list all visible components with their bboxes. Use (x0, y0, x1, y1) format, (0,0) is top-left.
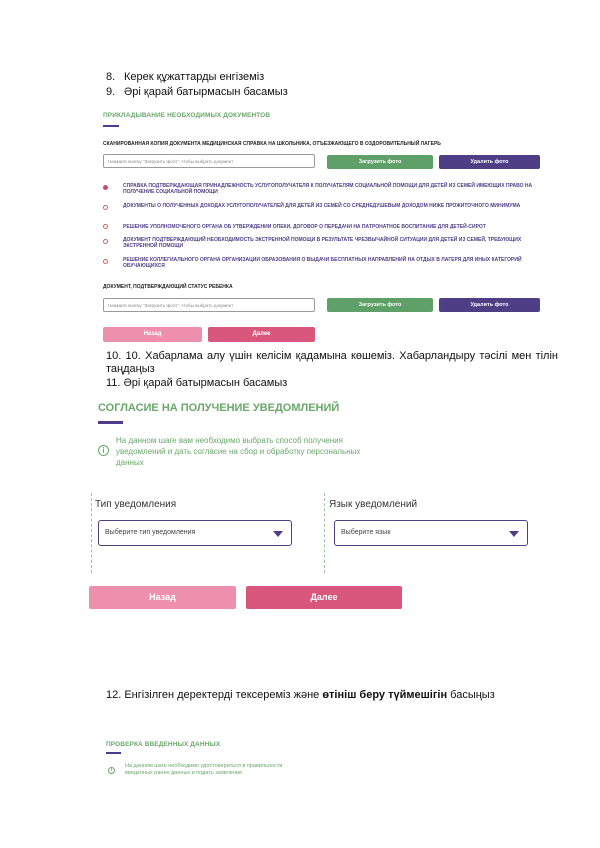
notification-type-label: Тип уведомления (95, 499, 177, 510)
notification-type-select[interactable] (98, 520, 292, 546)
step-9-number: 9. (106, 86, 116, 98)
next-button[interactable]: Далее (208, 327, 315, 342)
status-label: ДОКУМЕНТ, ПОДТВЕРЖДАЮЩИЙ СТАТУС РЕБЕНКА (103, 284, 233, 290)
check-info-line: введенных ранее данных и подать заявление. (125, 770, 244, 776)
radio-icon[interactable] (103, 239, 108, 244)
consent-info (116, 435, 360, 468)
option-social-help[interactable]: СПРАВКА ПОДТВЕРЖДАЮЩАЯ ПРИНАДЛЕЖНОСТЬ УСЛУГОПОЛУЧАТЕЛЯ К ПОЛУЧАТЕЛЯМ СОЦИАЛЬНОЙ ПОМОЩИ ДЛЯ ДЕТЕЙ ИЗ СЕМЕЙ ИМЕЮЩИХ ПРАВО НА ПОЛУЧЕНИЕ СОЦИАЛЬНОЙ ПОМОЩИ (123, 183, 533, 195)
step-8-text: Керек құжаттарды енгіземіз (124, 71, 265, 83)
radio-icon[interactable] (103, 224, 108, 229)
consent-info-line: уведомлений и дать согласие на сбор и обработку персональных (116, 447, 361, 456)
upload-photo-button[interactable]: Загрузить фото (327, 155, 433, 169)
info-icon: i (98, 445, 109, 456)
upload-photo-button[interactable]: Загрузить фото (327, 298, 433, 312)
consent-info-line: данных (116, 458, 144, 467)
radio-icon[interactable] (103, 259, 108, 264)
delete-photo-button[interactable]: Удалить фото (439, 155, 540, 169)
back-button[interactable]: Назад (89, 586, 236, 609)
delete-photo-button[interactable]: Удалить фото (439, 298, 540, 312)
step-11-text: 11. Әрі қарай батырмасын басамыз (106, 377, 288, 389)
chevron-down-icon (273, 531, 283, 537)
step-8-number: 8. (106, 71, 116, 83)
divider (91, 493, 92, 573)
notification-language-placeholder: Выберите язык (341, 529, 391, 536)
file-input-status[interactable]: Нажмите кнопку "Загрузить фото", чтобы выбрать документ (103, 298, 315, 312)
check-info-line: На данном шаге необходимо удостовериться в правильности (125, 763, 283, 769)
documents-title: ПРИКЛАДЫВАНИЕ НЕОБХОДИМЫХ ДОКУМЕНТОВ (103, 112, 271, 119)
radio-icon[interactable] (103, 205, 108, 210)
option-collegial[interactable]: РЕШЕНИЕ КОЛЛЕГИАЛЬНОГО ОРГАНА ОРГАНИЗАЦИИ ОБРАЗОВАНИЯ О ВЫДАЧИ БЕСПЛАТНЫХ НАПРАВЛЕНИЙ НА ОТДЫХ В ЛАГЕРЯ ДЛЯ ИНЫХ КАТЕГОРИЙ ОБУЧАЮЩИХСЯ (123, 257, 522, 269)
next-button[interactable]: Далее (246, 586, 402, 609)
chevron-down-icon (509, 531, 519, 537)
step-10-text: 10. 10. Хабарлама алу үшін келісім қадамына көшеміз. Хабарландыру тәсілі мен тілін таңдаңыз (106, 350, 558, 375)
divider (324, 493, 325, 573)
info-icon: i (108, 767, 115, 774)
notification-language-label: Язык уведомлений (329, 499, 418, 510)
notification-language-select[interactable] (334, 520, 528, 546)
file-input-medical[interactable]: Нажмите кнопку "Загрузить фото", чтобы выбрать документ (103, 154, 315, 168)
step-12-bold: өтініш беру түймешігін (322, 689, 448, 701)
back-button[interactable]: Назад (103, 327, 202, 342)
notification-type-placeholder: Выберите тип уведомления (105, 529, 196, 536)
step-12-prefix: 12. Енгізілген деректерді тексереміз және (106, 689, 323, 701)
radio-icon[interactable] (103, 185, 108, 190)
step-9-text: Әрі қарай батырмасын басамыз (124, 86, 288, 98)
consent-title: СОГЛАСИЕ НА ПОЛУЧЕНИЕ УВЕДОМЛЕНИЙ (98, 402, 340, 414)
step-12-suffix: басыңыз (447, 689, 495, 701)
option-emergency[interactable]: ДОКУМЕНТ ПОДТВЕРЖДАЮЩИЙ НЕОБХОДИМОСТЬ ЭКСТРЕННОЙ ПОМОЩИ В РЕЗУЛЬТАТЕ ЧРЕЗВЫЧАЙНОЙ СИТУАЦИИ ДЛЯ ДЕТЕЙ ИЗ СЕМЕЙ, ТРЕБУЮЩИХ ЭКСТРЕННОЙ ПОМОЩИ (123, 237, 522, 249)
option-income[interactable]: ДОКУМЕНТЫ О ПОЛУЧЕННЫХ ДОХОДАХ УСЛУГОПОЛУЧАТЕЛЕЙ ДЛЯ ДЕТЕЙ ИЗ СЕМЕЙ СО СРЕДНЕДУШЕВЫМ ДОХОДОМ НИЖЕ ПРОЖИТОЧНОГО МИНИМУМА (123, 203, 521, 209)
step-12-text (106, 689, 495, 702)
option-guardianship[interactable]: РЕШЕНИЕ УПОЛНОМОЧЕНОГО ОРГАНА ОБ УТВЕРЖДЕНИИ ОПЕКИ, ДОГОВОР О ПЕРЕДАЧИ НА ПАТРОНАТНОЕ ВОСПИТАНИЕ ДЛЯ ДЕТЕЙ-СИРОТ (123, 224, 486, 230)
consent-info-line: На данном шаге вам необходимо выбрать способ получения (116, 436, 343, 445)
check-title: ПРОВЕРКА ВВЕДЕННЫХ ДАННЫХ (106, 741, 221, 748)
title-underline (103, 125, 119, 127)
title-underline (106, 752, 121, 754)
scan-label: СКАНИРОВАННАЯ КОПИЯ ДОКУМЕНТА МЕДИЦИНСКАЯ СПРАВКА НА ШКОЛЬНИКА, ОТЪЕЗЖАЮЩЕГО В ОЗДОРОВИТЕЛЬНЫЙ ЛАГЕРЬ (103, 141, 441, 147)
check-info (125, 763, 282, 777)
title-underline (98, 421, 123, 424)
